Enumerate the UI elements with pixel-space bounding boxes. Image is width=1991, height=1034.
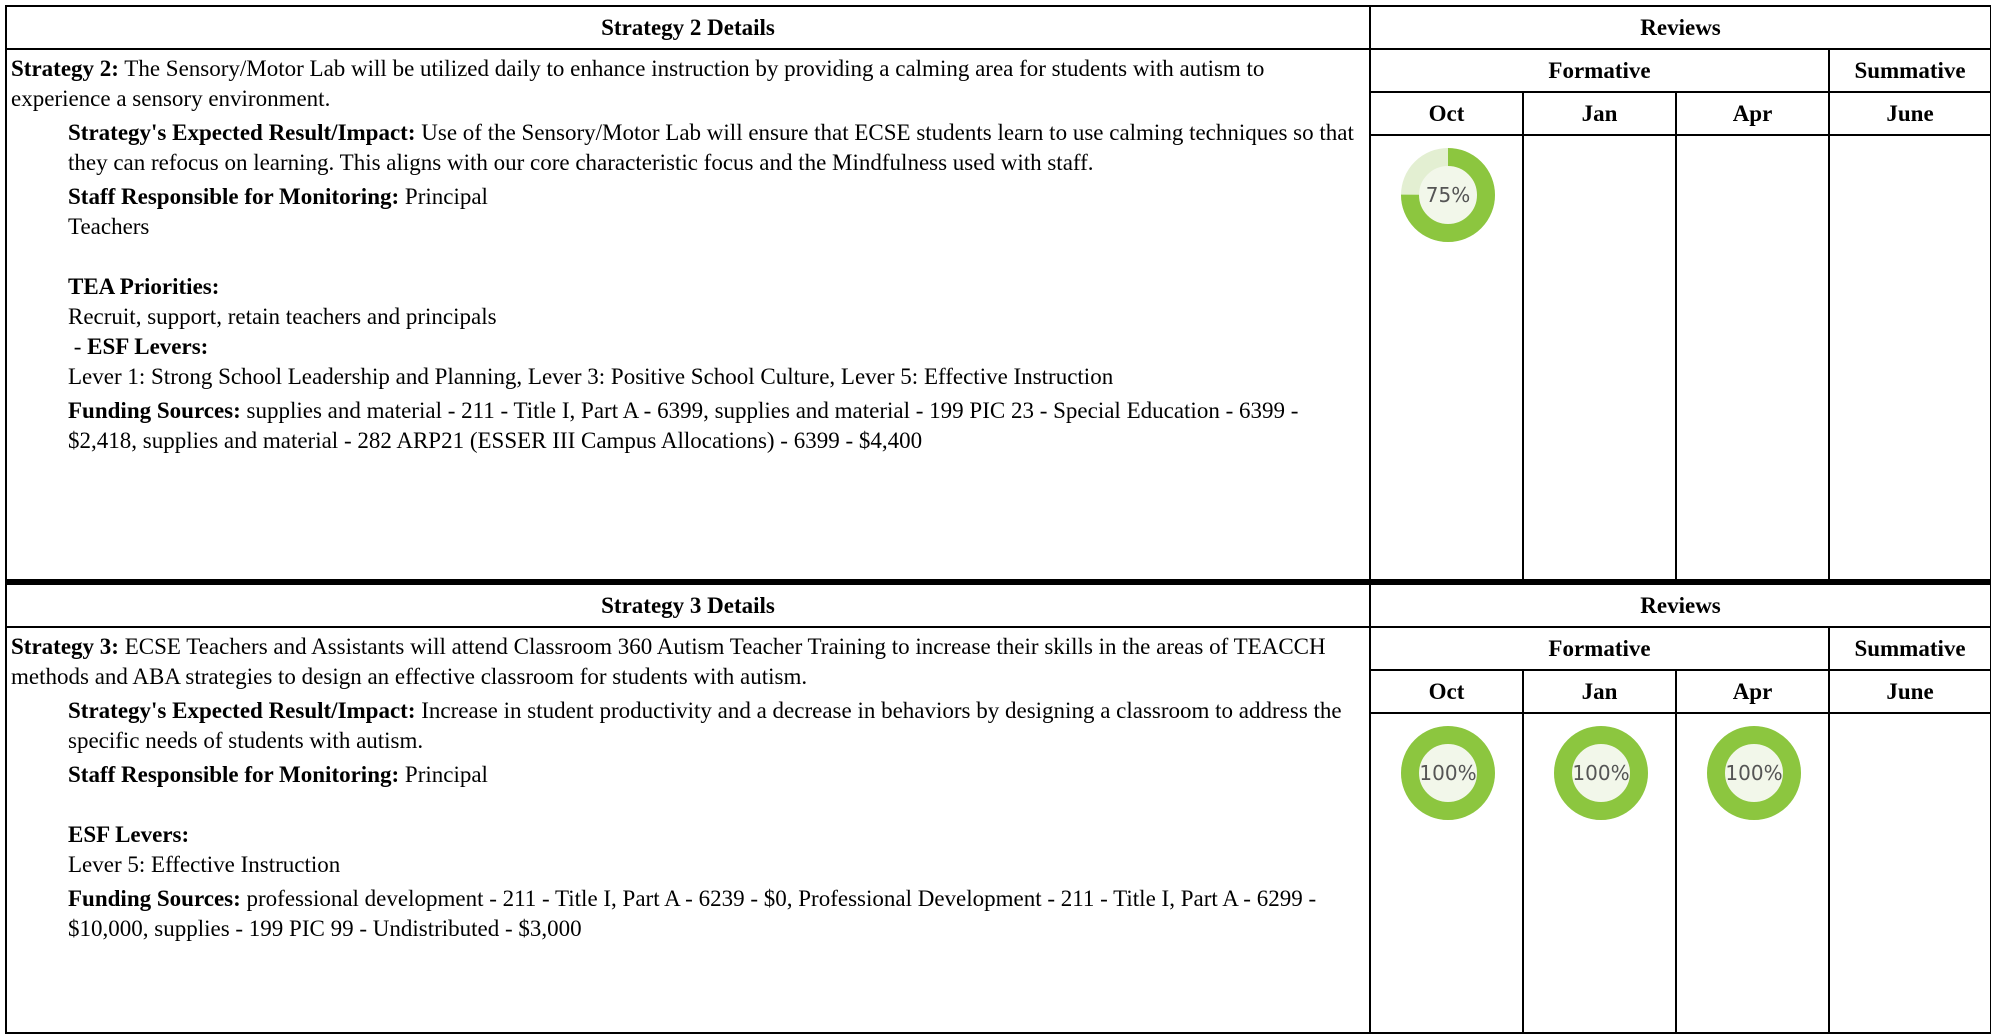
month-oct: Oct [1370,92,1523,135]
review-cell-jan [1523,713,1676,1033]
progress-donut [1399,724,1497,822]
month-june: June [1829,670,1991,713]
staff-label: Staff Responsible for Monitoring: [68,184,400,209]
funding-label: Funding Sources: [68,398,241,423]
esf-text: Lever 5: Effective Instruction [68,852,341,877]
donut-percent-label: 100% [1419,761,1477,785]
impact-text: Use of the Sensory/Motor Lab will ensure that ECSE students learn to use calming techniques so that they can refocus on learning. This aligns with our core characteristic focus and the Mindfulness used with staff. [68,120,1354,175]
strategy-3-reviews-header: Reviews [1370,583,1991,627]
tea-priorities-label: TEA Priorities: [68,274,220,299]
month-apr: Apr [1676,670,1829,713]
strategy-3-details [6,627,1370,1033]
month-jan: Jan [1523,670,1676,713]
strategy-2-reviews-header: Reviews [1370,6,1991,49]
strategy-3-details-header: Strategy 3 Details [6,583,1370,627]
strategy-2-esf [68,332,1363,362]
review-cell-oct [1370,135,1523,580]
strategy-2-text: The Sensory/Motor Lab will be utilized daily to enhance instruction by providing a calming area for students with autism to experience a sensory environment. [11,56,1265,111]
staff-label: Staff Responsible for Monitoring: [68,762,400,787]
review-cell-apr [1676,135,1829,580]
strategy-2-details [6,49,1370,580]
formative-header: Formative [1370,627,1829,670]
strategy-2-label: Strategy 2: [11,56,119,81]
strategy-2-description [11,54,1363,114]
month-jan: Jan [1523,92,1676,135]
strategy-2-impact [68,118,1363,178]
strategy-2-funding [68,396,1363,456]
esf-prefix: - [68,334,88,359]
strategy-3-table [5,581,1991,1034]
strategy-2-table [5,5,1991,581]
tea-priorities-text: Recruit, support, retain teachers and principals [68,304,497,329]
review-cell-june [1829,713,1991,1033]
strategy-3-impact [68,696,1363,756]
progress-donut [1552,724,1650,822]
impact-label: Strategy's Expected Result/Impact: [68,698,416,723]
esf-text: Lever 1: Strong School Leadership and Planning, Lever 3: Positive School Culture, Lever 5: Effective Instruction [68,364,1114,389]
strategy-page [5,5,1990,998]
esf-label: ESF Levers: [87,334,209,359]
staff-text: Principal [399,184,488,209]
staff-extra: Teachers [68,214,150,239]
strategy-2-staff [68,182,1363,212]
review-cell-oct [1370,713,1523,1033]
summative-header: Summative [1829,627,1991,670]
summative-header: Summative [1829,49,1991,92]
staff-text: Principal [399,762,488,787]
review-cell-apr [1676,713,1829,1033]
strategy-3-description [11,632,1363,692]
strategy-2-details-header: Strategy 2 Details [6,6,1370,49]
strategy-3-staff [68,760,1363,790]
progress-donut [1399,146,1497,244]
month-oct: Oct [1370,670,1523,713]
strategy-3-label: Strategy 3: [11,634,119,659]
donut-percent-label: 100% [1725,761,1783,785]
strategy-3-text: ECSE Teachers and Assistants will attend Classroom 360 Autism Teacher Training to increase their skills in the areas of TEACCH methods and ABA strategies to design an effective classroom for students with autism. [11,634,1326,689]
review-cell-june [1829,135,1991,580]
impact-text: Increase in student productivity and a decrease in behaviors by designing a classroom to address the specific needs of students with autism. [68,698,1342,753]
donut-percent-label: 100% [1572,761,1630,785]
esf-label: ESF Levers: [68,822,190,847]
funding-text: professional development - 211 - Title I, Part A - 6239 - $0, Professional Development - 211 - Title I, Part A - 6299 - $10,000, supplies - 199 PIC 99 - Undistributed - $3,000 [68,886,1317,941]
funding-text: supplies and material - 211 - Title I, Part A - 6399, supplies and material - 199 PIC 23 - Special Education - 6399 - $2,418, supplies and material - 282 ARP21 (ESSER III Campus Allocations) - 6399 - $4,400 [68,398,1299,453]
strategy-3-body [11,696,1363,944]
strategy-2-body [11,118,1363,456]
strategy-3-funding [68,884,1363,944]
progress-donut [1705,724,1803,822]
funding-label: Funding Sources: [68,886,241,911]
review-cell-jan [1523,135,1676,580]
donut-percent-label: 75% [1425,183,1471,207]
month-june: June [1829,92,1991,135]
impact-label: Strategy's Expected Result/Impact: [68,120,416,145]
month-apr: Apr [1676,92,1829,135]
formative-header: Formative [1370,49,1829,92]
